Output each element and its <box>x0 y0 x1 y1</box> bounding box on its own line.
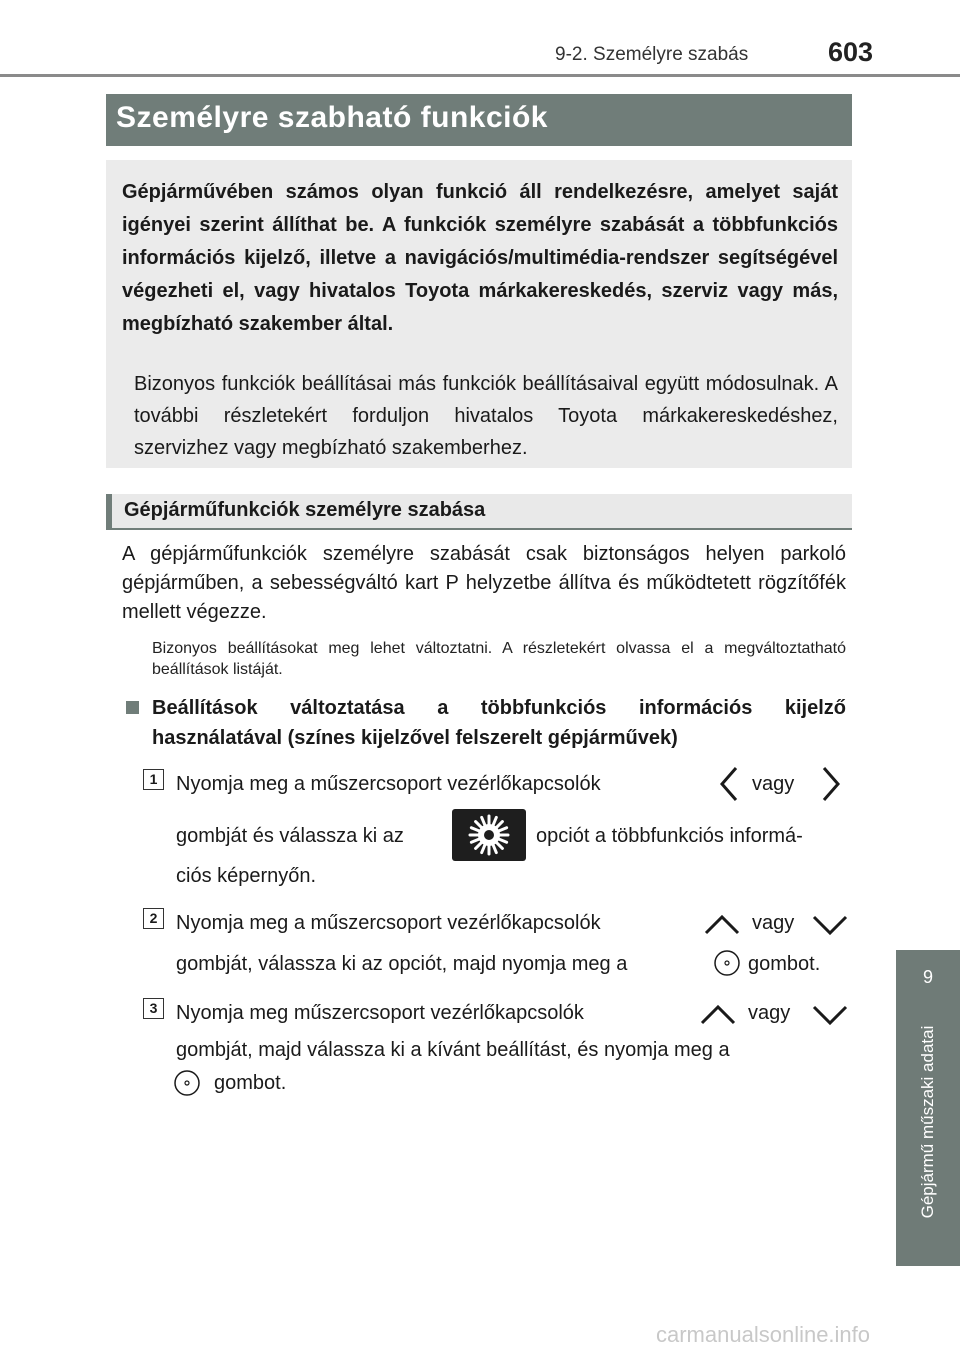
step-2-text-c: gombját, válassza ki az opciót, majd nyomja meg a <box>176 953 628 975</box>
step-3-text-c: gombját, majd válassza ki a kívánt beállítást, és nyomja meg a <box>176 1039 730 1061</box>
chapter-label: Gépjármű műszaki adatai <box>918 1025 937 1219</box>
step-2-text-a: Nyomja meg a műszercsoport vezérlőkapcsolók <box>176 912 601 934</box>
bullet-heading: Beállítások változtatása a többfunkciós információs kijelző használatával (színes kijelzővel felszerelt gépjárművek) <box>152 697 846 749</box>
header-divider <box>0 74 960 77</box>
section-paragraph: A gépjárműfunkciók személyre szabását csak biztonságos helyen parkoló gépjárműben, a sebességváltó kart P helyzetbe állítva és működtetett rögzítőfék mellett végezze. <box>122 543 846 623</box>
section-heading-marker <box>106 494 112 530</box>
step-number-2: 2 <box>143 908 164 929</box>
section-heading: Gépjárműfunkciók személyre szabása <box>124 499 486 521</box>
step-2-text-d: gombot. <box>748 953 821 975</box>
page-title: Személyre szabható funkciók <box>116 101 548 134</box>
step-number-1: 1 <box>143 769 164 790</box>
running-header-section: 9-2. Személyre szabás <box>555 44 749 65</box>
step-2-text-b: vagy <box>752 912 795 934</box>
chevron-down-icon <box>810 1001 850 1027</box>
step-number-3: 3 <box>143 998 164 1019</box>
step-1-text-e: ciós képernyőn. <box>176 865 317 887</box>
step-1-text-b: vagy <box>752 773 795 795</box>
enter-button-icon <box>712 948 742 978</box>
intro-note-text: Bizonyos funkciók beállításai más funkciók beállításaival együtt módosulnak. A további részletekért forduljon hivatalos Toyota márkakereskedéshez, szervizhez vagy megbízható szakemberhez. <box>134 373 838 459</box>
chapter-number: 9 <box>922 967 933 987</box>
enter-button-icon <box>172 1068 202 1098</box>
chevron-right-icon <box>818 764 844 804</box>
step-3-text-d: gombot. <box>214 1072 287 1094</box>
chevron-left-icon <box>716 764 742 804</box>
step-1-text-a: Nyomja meg a műszercsoport vezérlőkapcsolók <box>176 773 601 795</box>
section-note: Bizonyos beállításokat meg lehet változtatni. A részletekért olvassa el a megváltoztatható beállítások listáját. <box>152 640 846 678</box>
square-bullet-icon <box>126 701 139 714</box>
intro-bold-text: Gépjárművében számos olyan funkció áll rendelkezésre, amelyet saját igényei szerint állíthat be. A funkciók személyre szabását a többfunkciós információs kijelző, illetve a navigációs/multimédia-rendszer segítségével végezheti el, vagy hivatalos Toyota márkakereskedés, szerviz vagy más, megbízható szakember által. <box>122 181 838 335</box>
step-1-text-d: opciót a többfunkciós informá- <box>536 825 803 847</box>
step-3-text-b: vagy <box>748 1002 791 1024</box>
watermark: carmanualsonline.info <box>656 1322 871 1347</box>
step-1-text-c: gombját és válassza ki az <box>176 825 404 847</box>
page-number: 603 <box>828 37 874 67</box>
step-3-text-a: Nyomja meg műszercsoport vezérlőkapcsolók <box>176 1002 584 1024</box>
chevron-up-icon <box>698 1001 738 1027</box>
settings-gear-icon <box>452 809 526 861</box>
chevron-up-icon <box>702 911 742 937</box>
chevron-down-icon <box>810 911 850 937</box>
